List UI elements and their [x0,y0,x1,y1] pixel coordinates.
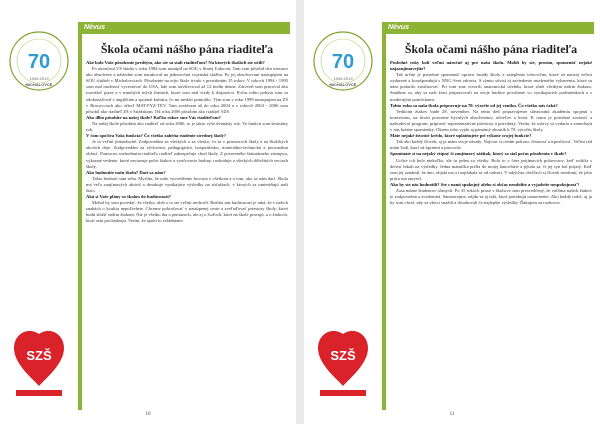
interview-answer: Na našej škole pôsobím ako riaditeľ od roku 2006, to je takto vyše dvanásty rok. Vo funkcii som šestnásty rok. [86,120,288,133]
logo-years: 1949-2019 [29,76,49,81]
interview-answer: Tak určite je potrebné spomenúť opravu fasády školy a zateplenie telocvične, ktoré sú naozaj veľmi vydarené a korešpondujú s NNG Svet zdravia. S týmto súvisí aj zaviedenie moderného vybavenia, ktoré sa nám podarilo zrealizovať. Pri tom sme otvorili anatomickú učebňu, ktorá slúži všetkým našim žiakom. Snažíme sa, aby sa naši žiaci pripravovali na svoje budúce povolanie vo vynikajúcich podmienkach a s modernými pomôckami. [390,72,592,102]
logo-years: 1949-2019 [333,76,353,81]
sidebar-left [0,0,80,424]
section-label: Névus [388,24,410,31]
interview-question: Aké bolo Vaše pôsobenie predtým, ako ste sa stali riaditeľom? Na ktorých školách ste učili? [86,60,265,65]
logo-place: MICHALOVCE [25,82,53,87]
section-header-bar-left [78,22,290,34]
interview-answer: Po ukončení VŠ štúdia v roku 1984 som nastúpil na SOU v Starej Ľubovni. Tam som pôsobil dva mesiace ako absolvent a následne som narukoval na jednoročnú vojenskú službu. Po jej absolvovaní nastupujem na SOU služieb v Michalovciach. Pôsobenie na tejto škole trvalo s prerušením 15 rokov. V rokoch 1994 - 1995 som mal možnosť vycestovať do USA, kde som navštevoval až 12 hodín denne. Zároveň som pracoval ako rozvážač pizze a v mnohých iných firmách, ktoré som mal vtedy k dispozícii. Počas tohto pobytu som sa zdokonaľoval v angličtine a spoznal kultúru, čo mi neskôr pomohlo. Tým som v roku 1999 nastupujem na ZŠ v Bracovciach ako učiteľ MAT-FYZ-TEV. Tam zostávam až do roku 2004 a v rokoch 2004 - 2006 som pôsobil ako riaditeľ ZŠ v Strážskom. Od roku 2006 pôsobím ako riaditeľ SZŠ. [86,66,288,114]
szs-school-logo [8,328,70,400]
interview-question: Ako by ste nás hodnotili? Ste s nami spokojný alebo si občas neodolíte a vyjadríte nespokojnosť? [390,181,580,187]
anniversary-logo-70 [312,30,374,92]
interview-answer: Vedúcim žiakov bude 28. november. Na tento deň pripravujeme slávnostnú akadémiu spojenú s koncertom, na ktorú pozveme bývalých absolventov, učiteľov a hostí. K tomu je potrebné zostaviť a naštudovať program, pripraviť reprezentatívne priestory a pozvánky. Verím, že oslavy sa vydaria a zanechajú v nás krásne spomienky. Okrem toho vyjde aj pamätný zborník k 70. výročiu školy. [390,108,592,133]
article-text-left [86,60,288,225]
interview-question: Ako hodnotíte našu školu? Darí sa nám? [86,169,166,175]
interview-question: Máte nejaké životné krédo, ktoré uplatňujete pri výkone svojej funkcie? [390,133,532,139]
article-content-left [86,38,288,404]
green-stripe-left [78,22,82,410]
interview-answer: Tak ako každý človek, aj ja mám svoje zásady. Najviac si cením pokoru, čestnosť a trpezlivosť. Veľmi rád mám ľudí, ktorí sú úprimní a pracovití. [390,139,592,151]
logo-number: 70 [331,51,355,73]
interview-answer: Je to veľmi jednoduché. Zodpovedám za všetkých a za všetko, čo sa v priestoroch školy a na školských akciách deje. Zodpovedám za výchovnú, pedagogickú, hospodársku, materiálno-technickú a personálnu oblasť. Pomocou rozhodnutia riaditeľa riaditeľ zabezpečuje chod školy. Z povereného štatutárneho zástupcu, výkonné vedenie, ktoré zaviazuje počet žiakov a vyučovacie hodiny, rozhoduje o všetkých dôležitých veciach školy. [86,139,288,169]
page-left [0,0,296,424]
section-header-bar-right [382,22,594,34]
interview-answer: Takto hodnotí sám seba. Myslím, že naše vysvedčenie hovoria o všetkom a o tom, ako sa nám darí. Škola má veľa zaujímavých aktivít a dosahuje vynikajúce výsledky na súťažiach, v ktorých sa umiestňujú naši žiaci. [86,175,288,193]
interview-answer: Zasa máme študentov rôznych. Po 35 rokoch praxe v školstve som presvedčený, že väčšina našich žiakov je zodpovedná a svedomitá. Samozrejme, nájdu sa aj takí, ktorí potrebujú usmernenie. Ako každý rodič, aj ja by som chcel, aby sa všetci snažili a dosahovali čo najlepšie výsledky. Ďakujem za rozhovor. [390,187,592,206]
anniversary-logo-70 [8,30,70,92]
interview-question: Spomínate si na nejaký vtipný či zaujímavý zážitok, ktorý sa stal počas pôsobenia v škole? [390,151,567,157]
sidebar-right [304,0,384,424]
interview-question: Aká si Vaše plány so školou do budúcnosti? [86,194,171,200]
article-title: Škola očami nášho pána riaditeľa [404,42,578,56]
logo-place: MICHALOVCE [329,82,357,87]
article-title: Škola očami nášho pána riaditeľa [100,42,274,56]
article-content-right [390,38,592,404]
green-stripe-right [382,22,386,410]
interview-question: Ako dlho pôsobíte na našej škole? Koľko rokov sme Vás riaditeľom? [86,114,221,120]
section-label: Névus [84,24,106,31]
interview-answer: Určite ich bolo niekoľko, ale tu jeden za všetky. Bolo to v čase prijímacích pohovorov, keď rodičia s deťmi čakali na výsledky. Jedna mamička prišla do mojej kancelárie a pýtala sa, či jej syn bol prijatý. Keď som jej oznámil, že áno, objala ma a rozplakala sa od radosti. V takýchto chvíľach si človek uvedomí, že jeho práca má zmysel. [390,157,592,181]
szs-letters: SZŠ [330,348,356,363]
szs-school-logo [312,328,374,400]
interview-question: Posledné roky boli veľmi náročné aj pre našu školu. Mohli by ste, prosím, spomenúť nejaké najzaujímavejšie? [390,60,592,72]
page-number-left: 10 [145,412,151,417]
interview-question: V čom spočíva Vaša funkcia? Čo všetko zahŕňa riadenie strednej školy? [86,133,227,139]
interview-question: Tohto roku sa naša škola pripravuje na 70. výročie od jej vzniku. Čo všetko nás čaká? [390,102,558,108]
interview-answer: Mohol by som povedať, že všetko, aleb o to ste veľmi nechceli. Realita nás budúcnosti je taká, že v našich snahách o kvalitu nepoľavíme. Chceme pokračovať v nastúpenej ceste a zveľaďovať priestory školy, ktoré budú slúžiť našim žiakom. Nie je všetko iba o peniazoch, ale aj o ľuďoch, ktorí na škole pracujú, a o žiakoch, ktorí sem prichádzajú. Verím, že spolu to zvládneme. [86,200,288,224]
szs-letters: SZŠ [26,348,52,363]
page-right [304,0,600,424]
page-number-right: 11 [449,412,455,417]
article-text-right [390,60,592,206]
logo-number: 70 [27,51,51,73]
